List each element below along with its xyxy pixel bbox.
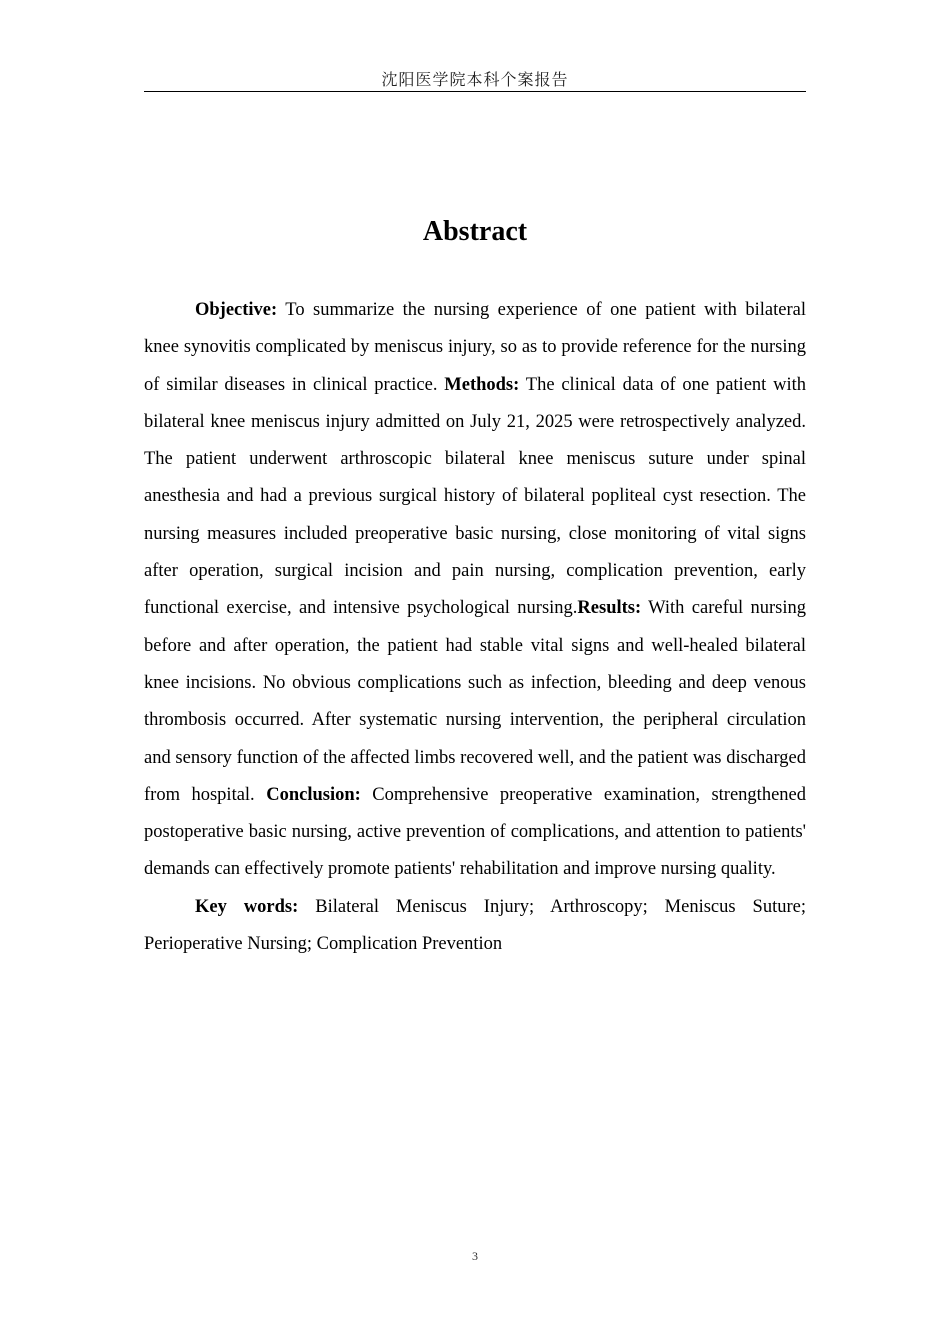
keywords-label: Key words: [195,896,299,917]
keywords-paragraph [144,889,806,964]
keywords-text: Bilateral Meniscus Injury; Arthroscopy; Meniscus Suture; Perioperative Nursing; Complication Prevention [144,896,806,955]
methods-label: Methods: [444,374,520,395]
results-label: Results: [577,598,642,619]
page-number: 3 [472,1249,478,1263]
conclusion-label: Conclusion: [266,784,361,805]
abstract-body [144,292,806,963]
abstract-paragraph [144,292,806,889]
conclusion-text: Comprehensive preoperative examination, strengthened postoperative basic nursing, active prevention of complications, and attention to patients' demands can effectively promote patients' rehabilitation and improve nursing quality. [144,784,806,880]
objective-text: To summarize the nursing experience of one patient with bilateral knee synovitis complicated by meniscus injury, so as to provide reference for the nursing of similar diseases in clinical practice. [144,300,806,395]
methods-text: The clinical data of one patient with bilateral knee meniscus injury admitted on July 21, 2025 were retrospectively analyzed. The patient underwent arthroscopic bilateral knee meniscus suture under spinal anesthesia and had a previous surgical history of bilateral popliteal cyst resection. The nursing measures included preoperative basic nursing, close monitoring of vital signs after operation, surgical incision and pain nursing, complication prevention, early functional exercise, and intensive psychological nursing. [144,374,806,619]
objective-label: Objective: [195,300,278,320]
page-header: 沈阳医学院本科个案报告 [144,68,806,92]
abstract-title: Abstract [422,216,528,247]
results-text: With careful nursing before and after operation, the patient had stable vital signs and well-healed bilateral knee incisions. No obvious complications such as infection, bleeding and deep venous thrombosis occurred. After systematic nursing intervention, the peripheral circulation and sensory function of the affected limbs recovered well, and the patient was discharged from hospital. [144,598,807,805]
